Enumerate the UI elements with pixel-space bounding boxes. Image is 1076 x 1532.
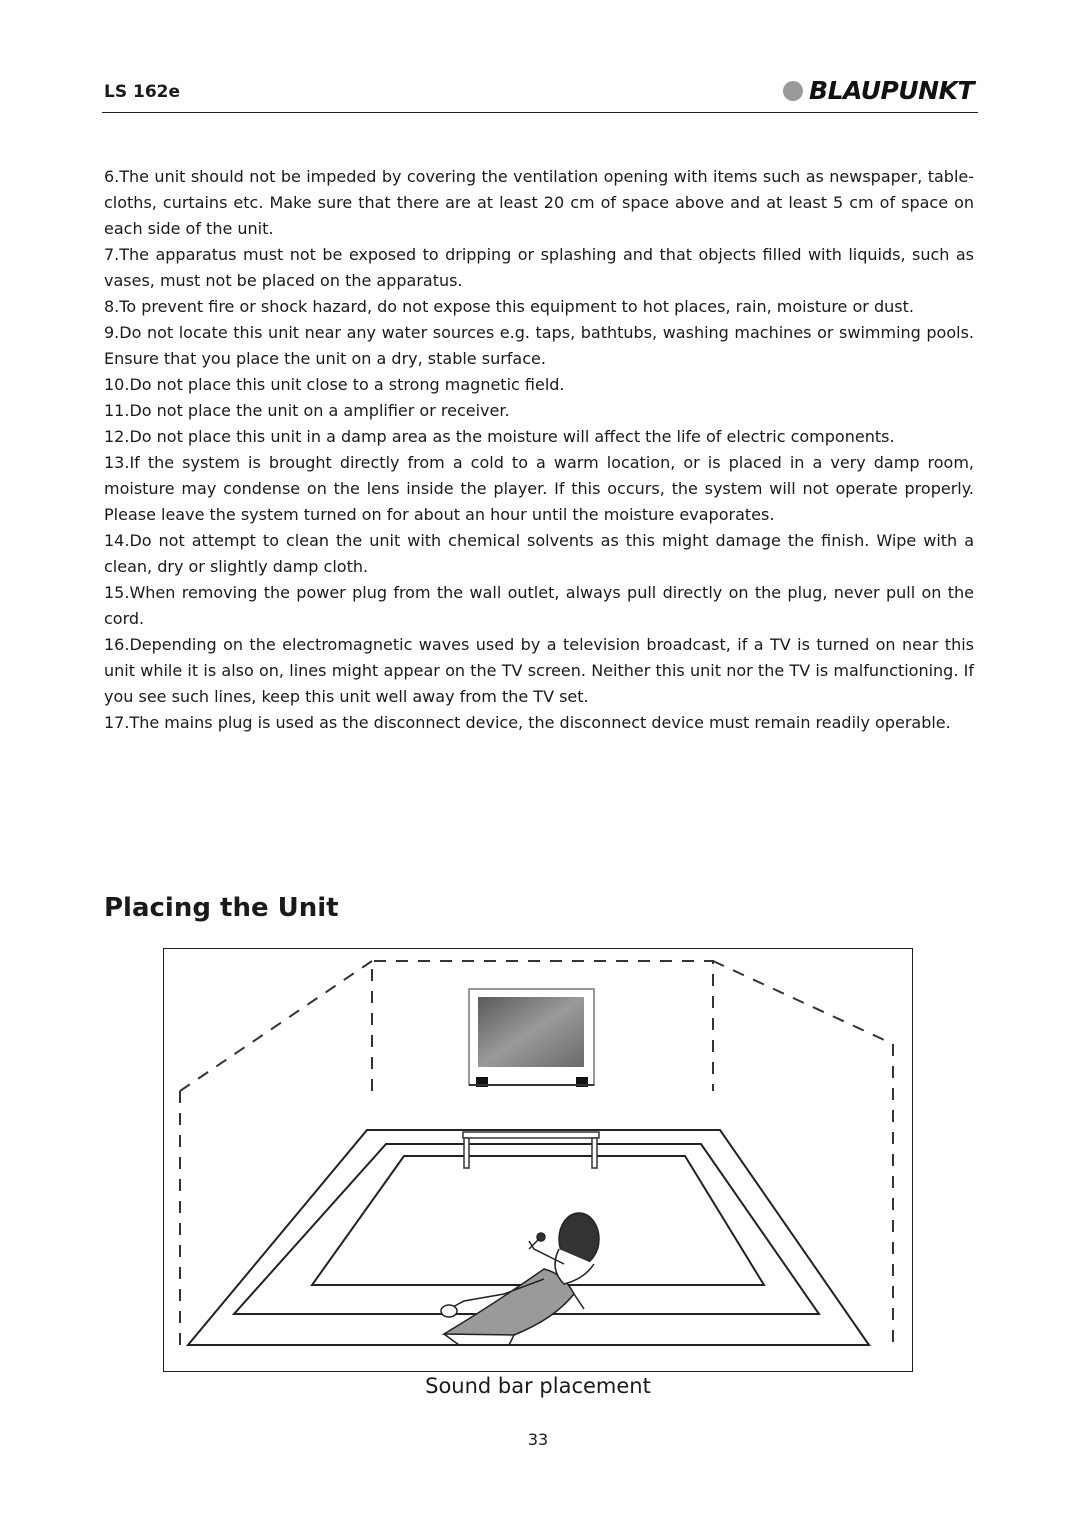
instruction-item: 7.The apparatus must not be exposed to dripping or splashing and that objects filled with liquids, such as vases, must not be placed on the apparatus. bbox=[104, 245, 974, 290]
safety-instructions bbox=[104, 164, 974, 736]
instruction-item: 10.Do not place this unit close to a strong magnetic field. bbox=[104, 375, 565, 394]
brand-logo bbox=[783, 76, 974, 105]
section-title: Placing the Unit bbox=[104, 893, 339, 923]
brand-dot-icon bbox=[783, 81, 803, 101]
page-header bbox=[102, 72, 978, 113]
instruction-item: 8.To prevent fire or shock hazard, do not expose this equipment to hot places, rain, moisture or dust. bbox=[104, 297, 914, 316]
instruction-item: 12.Do not place this unit in a damp area as the moisture will affect the life of electric components. bbox=[104, 427, 895, 446]
instruction-item: 6.The unit should not be impeded by covering the ventilation opening with items such as newspaper, table-cloths, curtains etc. Make sure that there are at least 20 cm of space above and at least 5 cm of space on each side of the unit. bbox=[104, 167, 974, 238]
tv-icon bbox=[469, 989, 594, 1087]
instruction-item: 17.The mains plug is used as the disconnect device, the disconnect device must remain readily operable. bbox=[104, 713, 951, 732]
placement-illustration bbox=[163, 948, 913, 1372]
person-icon bbox=[441, 1213, 599, 1345]
instruction-item: 11.Do not place the unit on a amplifier or receiver. bbox=[104, 401, 510, 420]
model-number: LS 162e bbox=[104, 82, 181, 102]
instruction-item: 16.Depending on the electromagnetic waves used by a television broadcast, if a TV is turned on near this unit while it is also on, lines might appear on the TV screen. Neither this unit nor the TV is malfunctioning. If you see such lines, keep this unit well away from the TV set. bbox=[104, 635, 974, 706]
brand-name: BLAUPUNKT bbox=[809, 76, 974, 105]
instruction-item: 9.Do not locate this unit near any water sources e.g. taps, bathtubs, washing machines or swimming pools. Ensure that you place the unit on a dry, stable surface. bbox=[104, 323, 974, 368]
sound-bar-icon bbox=[463, 1132, 599, 1168]
instruction-item: 13.If the system is brought directly from a cold to a warm location, or is placed in a very damp room, moisture may condense on the lens inside the player. If this occurs, the system will not operate properly. Please leave the system turned on for about an hour until the moisture evaporates. bbox=[104, 453, 974, 524]
page-number: 33 bbox=[527, 1430, 549, 1449]
instruction-item: 14.Do not attempt to clean the unit with chemical solvents as this might damage the finish. Wipe with a clean, dry or slightly damp cloth. bbox=[104, 531, 974, 576]
figure-caption: Sound bar placement bbox=[425, 1374, 651, 1398]
instruction-item: 15.When removing the power plug from the wall outlet, always pull directly on the plug, never pull on the cord. bbox=[104, 583, 974, 628]
